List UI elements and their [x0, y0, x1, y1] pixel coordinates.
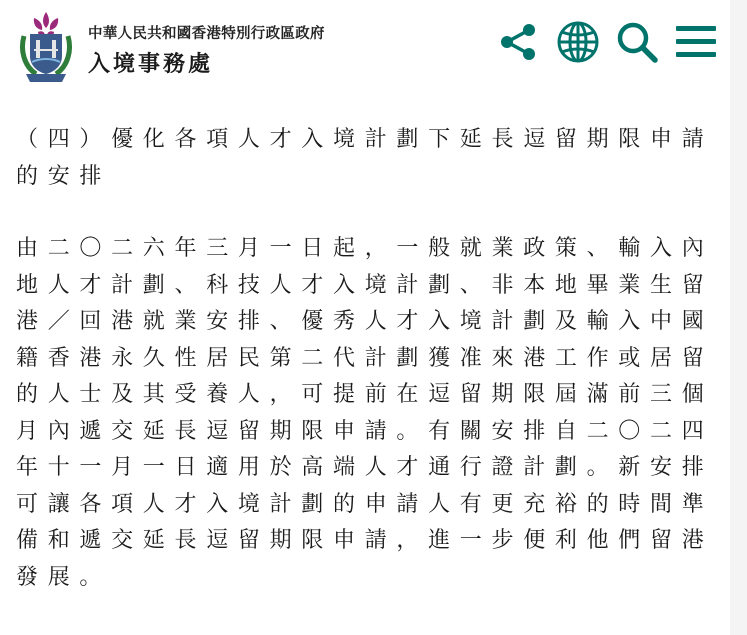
scrollbar[interactable]	[730, 0, 747, 635]
department-name[interactable]: 入境事務處	[88, 52, 214, 77]
article-paragraph: 由二〇二六年三月一日起，一般就業政策、輸入內地人才計劃、科技人才入境計劃、非本地畢業生留港／回港就業安排、優秀人才入境計劃及輸入中國籍香港永久性居民第二代計劃獲准來港工作或居留的人士及其受養人，可提前在逗留期限屆滿前三個月內遞交延長逗留期限申請。有關安排自二〇二四年十一月一日適用於高端人才通行證計劃。新安排可讓各項人才入境計劃的申請人有更充裕的時間準備和遞交延長逗留期限申請，進一步便利他們留港發展。	[16, 236, 714, 590]
article-content	[16, 122, 716, 596]
emblem-icon[interactable]	[14, 10, 78, 84]
government-name: 中華人民共和國香港特別行政區政府	[88, 26, 325, 42]
menu-icon[interactable]	[674, 20, 718, 64]
scrollbar-thumb[interactable]	[734, 95, 743, 635]
globe-icon[interactable]	[556, 20, 600, 64]
article-heading: （四）優化各項人才入境計劃下延長逗留期限申請的安排	[16, 127, 714, 189]
search-icon[interactable]	[615, 20, 659, 64]
share-icon[interactable]	[497, 20, 541, 64]
site-header	[0, 0, 730, 95]
